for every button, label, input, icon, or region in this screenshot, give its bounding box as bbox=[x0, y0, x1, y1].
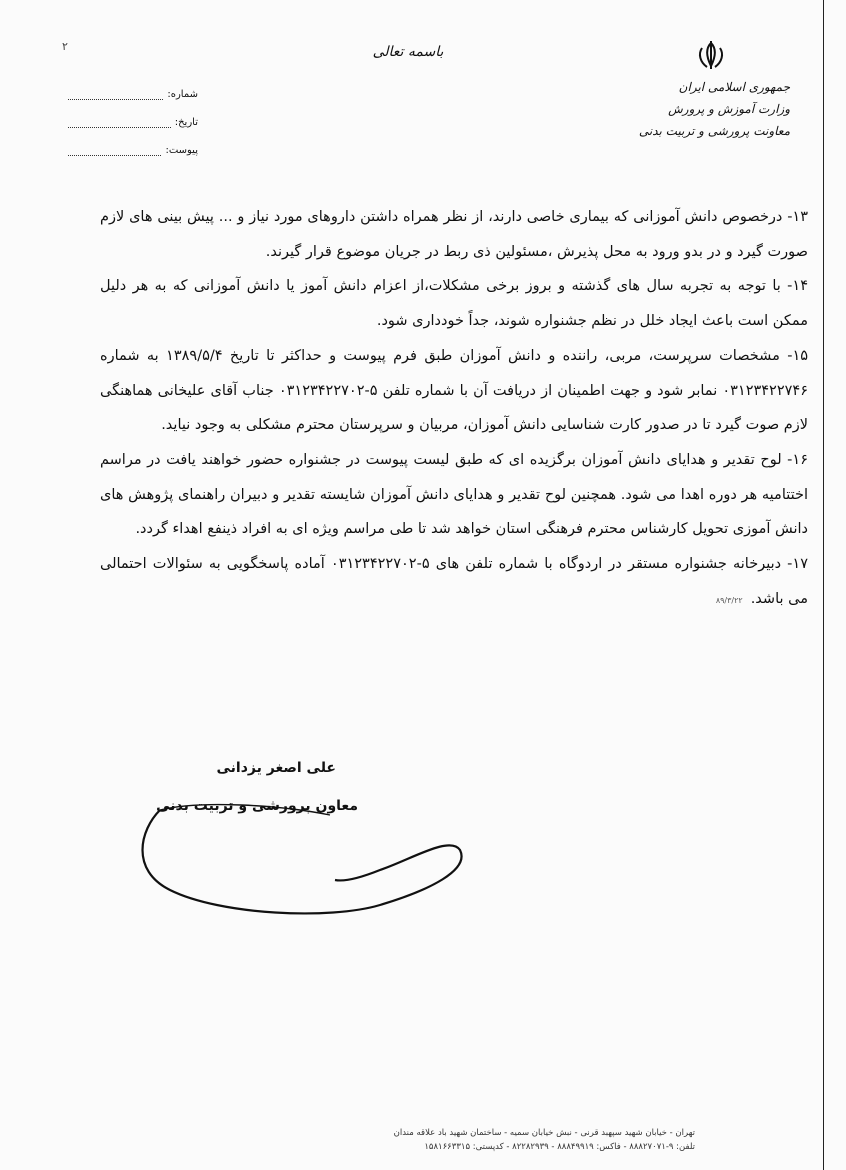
letter-meta bbox=[68, 80, 198, 164]
page-number-mark: ۲ bbox=[62, 40, 68, 53]
letter-body bbox=[100, 200, 808, 618]
meta-number-label: شماره: bbox=[167, 88, 198, 100]
ministry-line-ministry: وزارت آموزش و پرورش bbox=[668, 102, 790, 116]
scan-edge-line bbox=[823, 0, 824, 1170]
meta-attachment-dots bbox=[68, 145, 161, 156]
paragraph-16: ۱۶- لوح تقدیر و هدایای دانش آموزان برگزیده ای که طبق لیست پیوست در جشنواره حضور خواهند یافت در مراسم اختتامیه هر دوره اهدا می شود. همچنین لوح تقدیر و هدایای دانش آموزان شایسته تقدیر و دبیران راهنمای پژوهش های دانش آموزی تحویل کارشناس محترم فرهنگی استان خواهد شد تا طی مراسم ویژه ای به افراد ذینفع اهداء گردد. bbox=[100, 451, 808, 538]
meta-date-row bbox=[68, 108, 198, 136]
signatory-name: علی اصغر یزدانی bbox=[216, 760, 336, 776]
signatory-title: معاون پرورشی و تربیت بدنی bbox=[156, 798, 358, 814]
footer-phones: تلفن: ۹-۸۸۸۲۷۰۷۱ - فاکس: ۸۸۸۴۹۹۱۹ - ۸۲۲۸۲۹۳۹ - کدپستی: ۱۵۸۱۶۶۳۳۱۵ bbox=[424, 1142, 695, 1152]
date-stamp: ۸۹/۳/۲۲ bbox=[715, 595, 743, 605]
paragraph-14: ۱۴- با توجه به تجربه سال های گذشته و بروز برخی مشکلات،از اعزام دانش آموز یا دانش آموزانی که به هر دلیل ممکن است باعث ایجاد خلل در نظم جشنواره شوند، جداً خودداری شود. bbox=[100, 278, 808, 330]
handwritten-signature bbox=[130, 790, 490, 930]
meta-date-label: تاریخ: bbox=[174, 116, 198, 128]
meta-attachment-row bbox=[68, 136, 198, 164]
iran-emblem-icon bbox=[694, 40, 728, 70]
meta-attachment-label: پیوست: bbox=[165, 144, 198, 156]
paragraph-17 bbox=[100, 547, 808, 618]
footer-address: تهران - خیابان شهید سپهبد قرنی - نبش خیابان سمیه - ساختمان شهید باد علاقه مندان bbox=[393, 1128, 695, 1138]
ministry-line-deputy: معاونت پرورشی و تربیت بدنی bbox=[638, 124, 790, 138]
paragraph-17-text: ۱۷- دبیرخانه جشنواره مستقر در اردوگاه با شماره تلفن های ۵-۰۳۱۲۳۴۲۲۷۰۲ آماده پاسخگویی به سئوالات احتمالی می باشد. bbox=[100, 556, 808, 607]
paragraph-15: ۱۵- مشخصات سرپرست، مربی، راننده و دانش آموزان طبق فرم پیوست و حداکثر تا تاریخ ۱۳۸۹/۵/۴ به شماره ۰۳۱۲۳۴۲۲۷۴۶ نمابر شود و جهت اطمینان از دریافت آن با شماره تلفن ۵-۰۳۱۲۳۴۲۲۷۰۲ جناب آقای علیخانی هماهنگی لازم صوت گیرد تا در صدور کارت شناسایی دانش آموزان، مربیان و سرپرستان محترم مشکلی به وجود نیاید. bbox=[100, 347, 809, 434]
invocation-heading: باسمه تعالی bbox=[372, 44, 444, 60]
meta-number-row bbox=[68, 80, 198, 108]
meta-date-dots bbox=[68, 117, 171, 128]
letter-footer bbox=[255, 1126, 695, 1154]
paragraph-13: ۱۳- درخصوص دانش آموزانی که بیماری خاصی دارند، از نظر همراه داشتن داروهای مورد نیاز و ... پیش بینی های لازم صورت گیرد و در بدو ورود به محل پذیرش ،مسئولین ذی ربط در جریان موضوع قرار گیرند. bbox=[100, 209, 808, 260]
ministry-block bbox=[640, 76, 790, 142]
meta-number-dots bbox=[68, 89, 163, 100]
ministry-line-country: جمهوری اسلامی ایران bbox=[678, 80, 790, 94]
